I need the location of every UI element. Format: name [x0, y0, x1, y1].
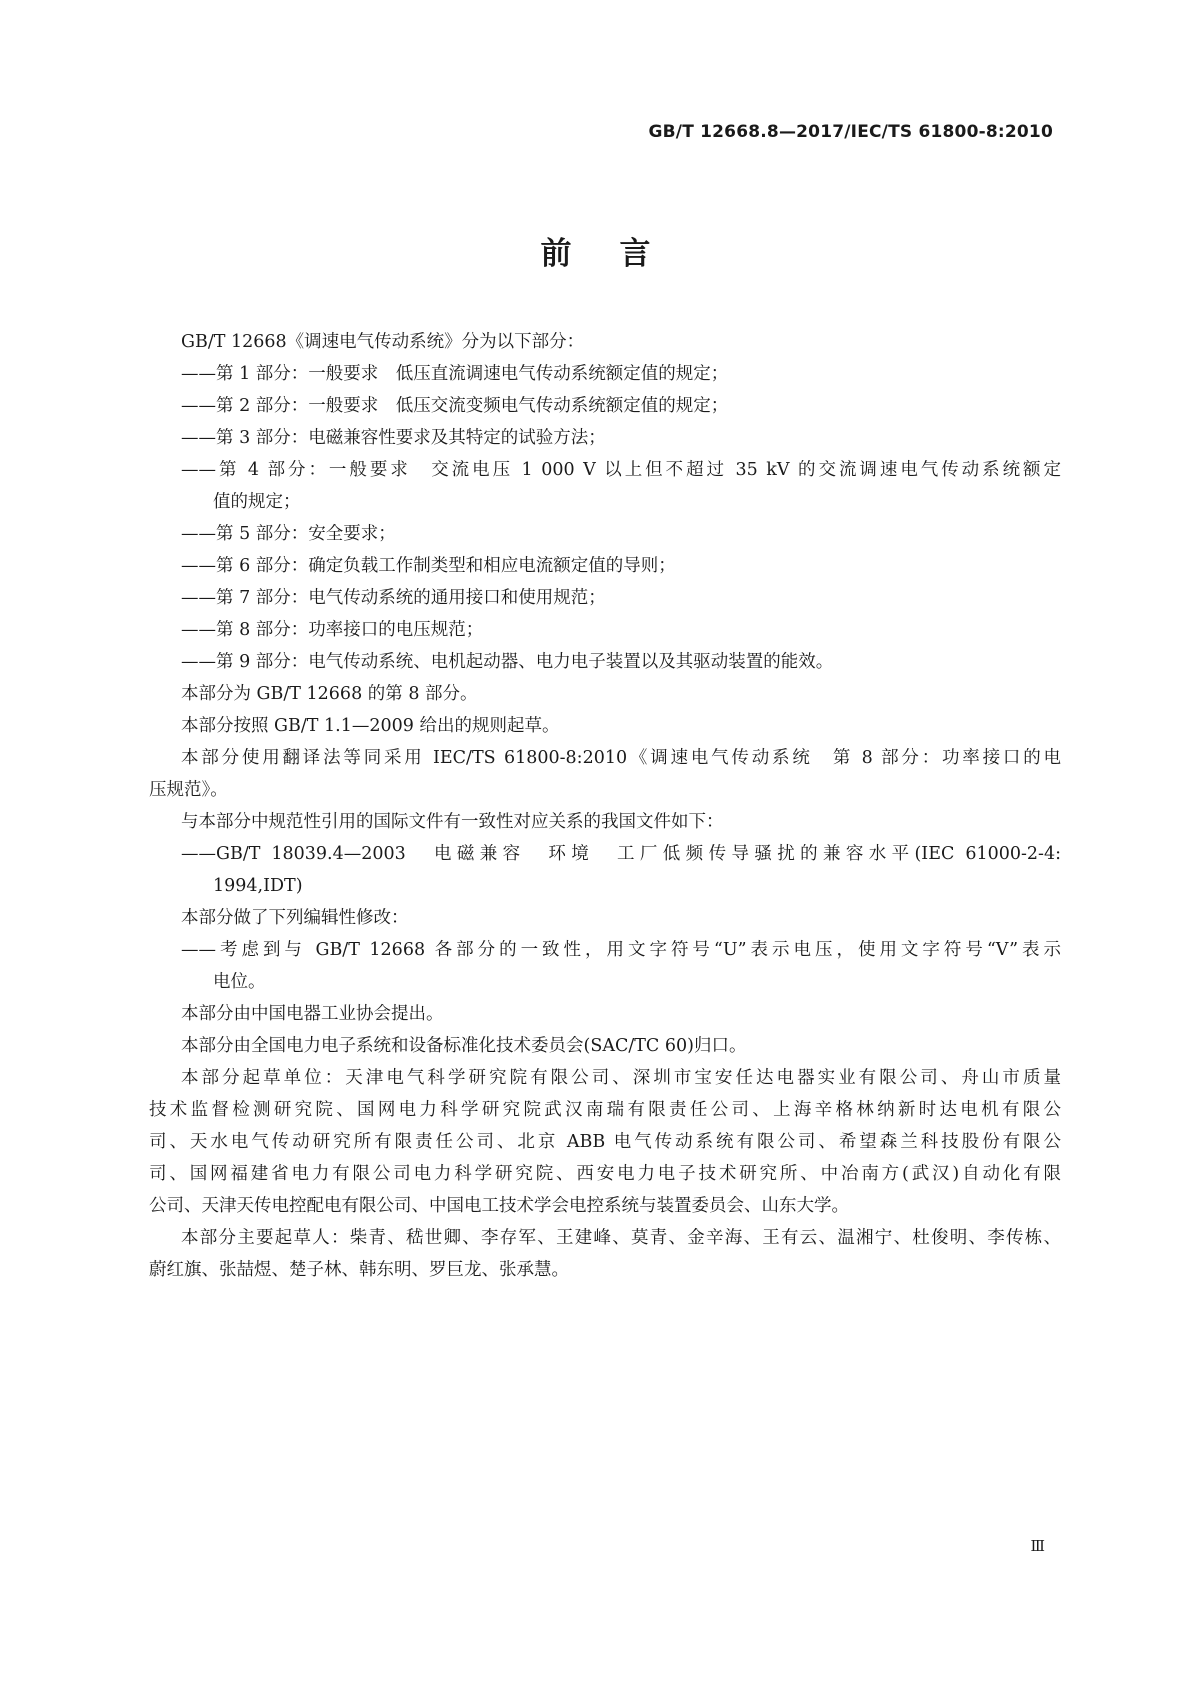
paragraph-line: 本部分按照 GB/T 1.1—2009 给出的规则起草。 [181, 716, 560, 736]
list-item: ——第 1 部分：一般要求 低压直流调速电气传动系统额定值的规定； [181, 364, 729, 384]
paragraph-line: 压规范》。 [149, 780, 228, 800]
paragraph-line: 1994,IDT) [213, 876, 303, 896]
list-item: ——第 5 部分：安全要求； [181, 524, 396, 544]
list-item: ——GB/T 18039.4—2003 电磁兼容 环境 工厂低频传导骚扰的兼容水平(IEC 61000-2-4: [181, 844, 1061, 864]
paragraph-line: 本部分使用翻译法等同采用 IEC/TS 61800-8:2010《调速电气传动系统 第 8 部分：功率接口的电 [181, 748, 1061, 768]
list-item: ——第 2 部分：一般要求 低压交流变频电气传动系统额定值的规定； [181, 396, 729, 416]
paragraph-line: 蔚红旗、张喆煜、楚子林、韩东明、罗巨龙、张承慧。 [149, 1260, 569, 1280]
list-item: ——第 9 部分：电气传动系统、电机起动器、电力电子装置以及其驱动装置的能效。 [181, 652, 834, 672]
paragraph-line: 公司、天津天传电控配电有限公司、中国电工技术学会电控系统与装置委员会、山东大学。 [149, 1196, 849, 1216]
paragraph-line: 值的规定； [213, 492, 301, 512]
paragraph-line: 本部分主要起草人：柴青、嵇世卿、李存军、王建峰、莫青、金辛海、王有云、温湘宁、杜俊明、李传栋、 [181, 1228, 1061, 1248]
list-item: ——第 3 部分：电磁兼容性要求及其特定的试验方法； [181, 428, 606, 448]
list-item: ——第 7 部分：电气传动系统的通用接口和使用规范； [181, 588, 606, 608]
list-item: ——第 6 部分：确定负载工作制类型和相应电流额定值的导则； [181, 556, 676, 576]
paragraph-line: 本部分由全国电力电子系统和设备标准化技术委员会(SAC/TC 60)归口。 [181, 1036, 747, 1056]
page-title: 前言 [540, 236, 699, 272]
list-item: ——第 8 部分：功率接口的电压规范； [181, 620, 484, 640]
paragraph-line: 与本部分中规范性引用的国际文件有一致性对应关系的我国文件如下： [181, 812, 724, 832]
page-number: Ⅲ [1030, 1537, 1046, 1555]
paragraph-line: 技术监督检测研究院、国网电力科学研究院武汉南瑞有限责任公司、上海辛格林纳新时达电机有限公 [149, 1100, 1061, 1120]
paragraph-line: 司、天水电气传动研究所有限责任公司、北京 ABB 电气传动系统有限公司、希望森兰科技股份有限公 [149, 1132, 1061, 1152]
standard-number-header: GB/T 12668.8—2017/IEC/TS 61800-8:2010 [648, 122, 1053, 142]
paragraph-line: 本部分由中国电器工业协会提出。 [181, 1004, 444, 1024]
paragraph-line: 本部分为 GB/T 12668 的第 8 部分。 [181, 684, 478, 704]
paragraph-line: 本部分起草单位：天津电气科学研究院有限公司、深圳市宝安任达电器实业有限公司、舟山市质量 [181, 1068, 1061, 1088]
paragraph-line: 电位。 [213, 972, 266, 992]
document-body [149, 326, 1061, 1286]
paragraph-line: GB/T 12668《调速电气传动系统》分为以下部分： [181, 332, 585, 352]
paragraph-line: 本部分做了下列编辑性修改： [181, 908, 409, 928]
list-item: ——考虑到与 GB/T 12668 各部分的一致性，用文字符号“U”表示电压，使用文字符号“V”表示 [181, 940, 1061, 960]
paragraph-line: 司、国网福建省电力有限公司电力科学研究院、西安电力电子技术研究所、中冶南方(武汉)自动化有限 [149, 1164, 1061, 1184]
list-item: ——第 4 部分：一般要求 交流电压 1 000 V 以上但不超过 35 kV 的交流调速电气传动系统额定 [181, 460, 1061, 480]
